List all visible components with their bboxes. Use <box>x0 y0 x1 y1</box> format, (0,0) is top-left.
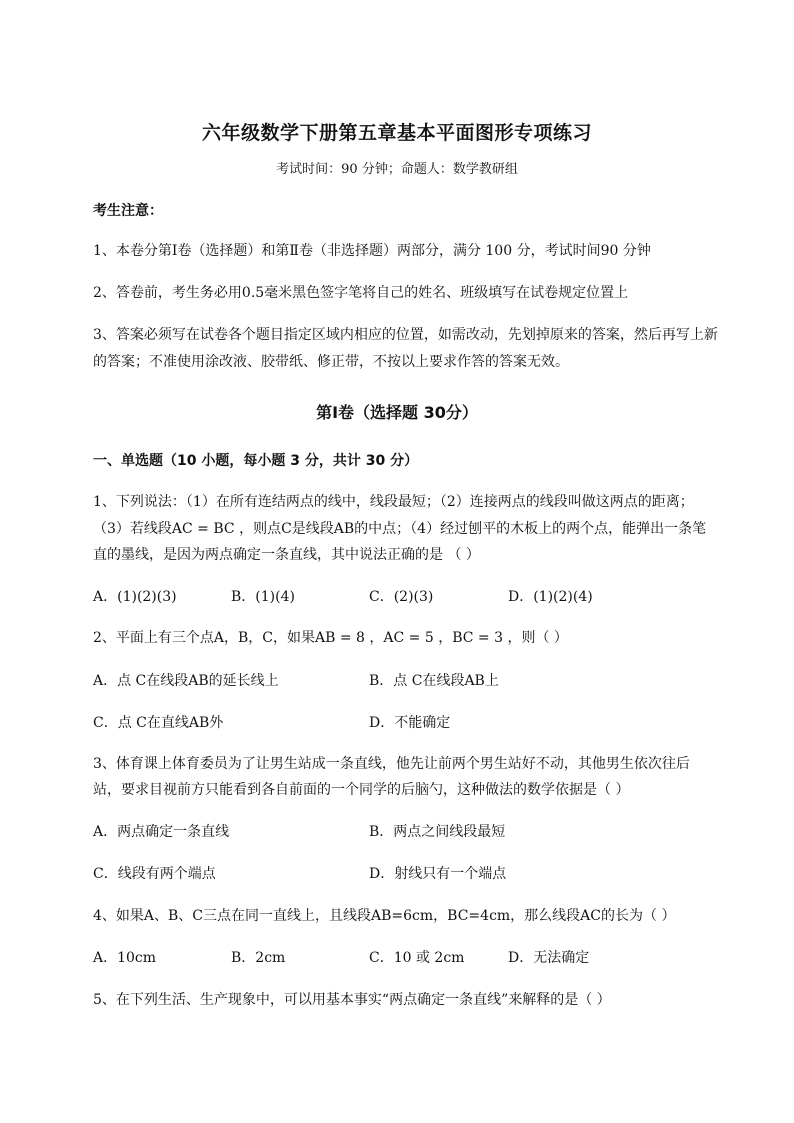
q4-option-c: C．10 或 2cm <box>369 950 465 966</box>
q5-line-1: 5、在下列生活、生产现象中，可以用基本事实“两点确定一条直线”来解释的是（ ） <box>93 992 611 1008</box>
q1-option-a: A．(1)(2)(3) <box>93 589 177 605</box>
q4-line-1: 4、如果A、B、C三点在同一直线上，且线段AB=6cm，BC=4cm，那么线段AC的长为（ ） <box>93 908 676 924</box>
q3-option-c: C．线段有两个端点 <box>93 866 216 882</box>
q3-line-2: 站，要求目视前方只能看到各自前面的一个同学的后脑勺，这种做法的数学依据是（ ） <box>93 782 630 798</box>
section-title: 第Ⅰ卷（选择题 30分） <box>316 403 478 422</box>
q3-option-b: B．两点之间线段最短 <box>369 824 506 840</box>
page-title: 六年级数学下册第五章基本平面图形专项练习 <box>201 122 592 144</box>
notice-heading: 考生注意： <box>93 203 163 219</box>
part-heading: 一、单选题（10 小题，每小题 3 分，共计 30 分） <box>93 453 419 469</box>
q1-option-d: D．(1)(2)(4) <box>508 589 593 605</box>
page-subtitle: 考试时间：90 分钟；命题人：数学教研组 <box>276 162 518 177</box>
q1-option-c: C．(2)(3) <box>369 589 434 605</box>
q2-option-d: D．不能确定 <box>369 715 451 731</box>
notice-item-2: 2、答卷前，考生务必用0.5毫米黑色签字笔将自己的姓名、班级填写在试卷规定位置上 <box>93 285 629 301</box>
q4-option-a: A．10cm <box>93 950 157 966</box>
q2-option-c: C．点 C在直线AB外 <box>93 715 224 731</box>
q3-line-1: 3、体育课上体育委员为了让男生站成一条直线，他先让前两个男生站好不动，其他男生依次往后 <box>93 756 690 772</box>
q2-option-a: A．点 C在线段AB的延长线上 <box>93 673 279 689</box>
q2-line-1: 2、平面上有三个点A，B，C，如果AB = 8 ，AC = 5 ，BC = 3 ，则（ ） <box>93 630 568 646</box>
notice-item-1: 1、本卷分第Ⅰ卷（选择题）和第Ⅱ卷（非选择题）两部分，满分 100 分，考试时间90 分钟 <box>93 243 651 259</box>
q4-option-d: D．无法确定 <box>508 950 590 966</box>
q3-option-d: D．射线只有一个端点 <box>369 866 507 882</box>
q1-line-2: （3）若线段AC = BC ，则点C是线段AB的中点；（4）经过刨平的木板上的两个点，能弹出一条笔 <box>93 521 707 537</box>
q4-option-b: B．2cm <box>231 950 286 966</box>
q2-option-b: B．点 C在线段AB上 <box>369 673 499 689</box>
q1-option-b: B．(1)(4) <box>231 589 295 605</box>
notice-item-3-line-2: 的答案；不准使用涂改液、胶带纸、修正带，不按以上要求作答的答案无效。 <box>93 354 569 370</box>
notice-item-3-line-1: 3、答案必须写在试卷各个题目指定区域内相应的位置，如需改动，先划掉原来的答案，然后再写上新 <box>93 327 718 343</box>
q1-line-3: 直的墨线，是因为两点确定一条直线，其中说法正确的是 （ ） <box>93 547 480 563</box>
q1-line-1: 1、下列说法：（1）在所有连结两点的线中，线段最短；（2）连接两点的线段叫做这两点的距离； <box>93 494 694 510</box>
q3-option-a: A．两点确定一条直线 <box>93 824 230 840</box>
